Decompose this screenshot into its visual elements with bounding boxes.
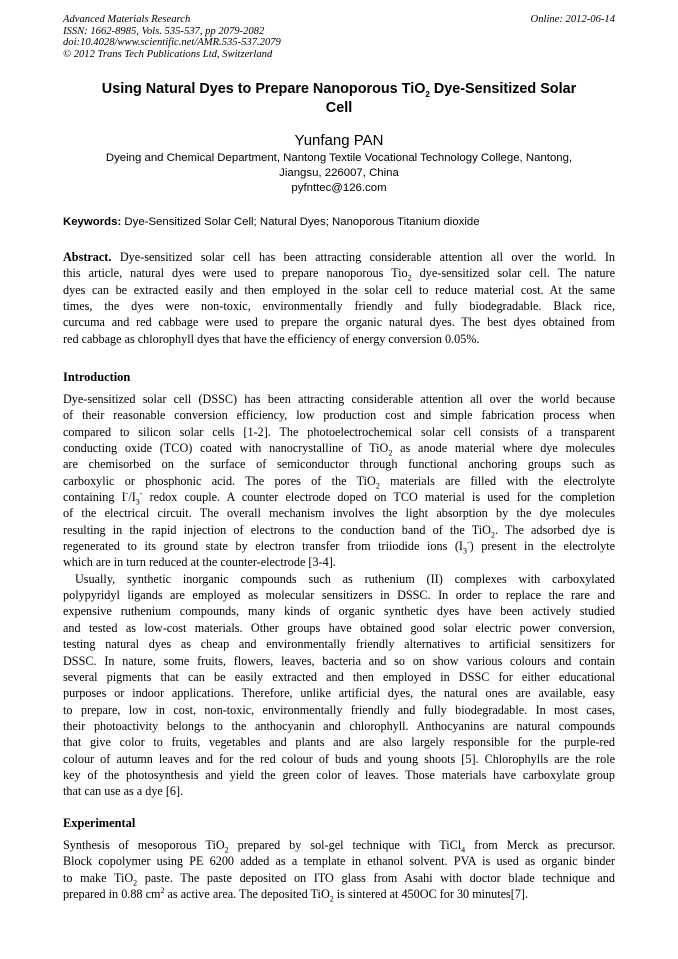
- online-date: Online: 2012-06-14: [530, 14, 615, 25]
- author-email: pyfnttec@126.com: [291, 182, 387, 194]
- author-affiliation: [63, 151, 615, 196]
- issn-line: ISSN: 1662-8985, Vols. 535-537, pp 2079-2082: [63, 25, 265, 37]
- affiliation-line-1: Dyeing and Chemical Department, Nantong Textile Vocational Technology College, Nantong,: [105, 152, 573, 164]
- title-line-1: Using Natural Dyes to Prepare Nanoporous TiO$_2$ Dye-Sensitized Solar: [101, 81, 577, 99]
- journal-name: Advanced Materials Research: [63, 14, 191, 25]
- copyright-line: © 2012 Trans Tech Publications Ltd, Switzerland: [63, 48, 273, 60]
- experimental-body: Synthesis of mesoporous TiO$_2$ prepared by sol-gel technique with TiCl$_4$ from Merck as precursor. Block copolymer using PE 6200 added as a template in ethanol solvent. PVA is used as organic binder to make TiO$_2$ paste. The paste deposited on ITO glass from Asahi with doctor blade technique and prepared in 0.88 $cm^2$ as active area. The deposited TiO$_2$ is sintered at 450OC for 30 minutes[7].: [63, 838, 615, 904]
- author-name: Yunfang PAN: [294, 132, 384, 149]
- title-line-2: Cell: [325, 100, 353, 116]
- keywords-text: Dye-Sensitized Solar Cell; Natural Dyes; Nanoporous Titanium dioxide: [121, 216, 480, 228]
- keywords-label: Keywords:: [63, 216, 122, 228]
- introduction-heading: Introduction: [63, 370, 131, 384]
- affiliation-line-2: Jiangsu, 226007, China: [279, 167, 399, 179]
- keywords: [63, 215, 615, 229]
- doi-line: doi:10.4028/www.scientific.net/AMR.535-537.2079: [63, 37, 281, 49]
- journal-header: [63, 14, 615, 60]
- introduction-body: Dye-sensitized solar cell (DSSC) has been attracting considerable attention all over the world because of their reasonable conversion efficiency, low production cost and simple fabrication process when compared to silicon solar cells [1-2]. The photoelectrochemical solar cell consists of a transparent conducting oxide (TCO) coated with nanocrystalline of TiO$_2$ as anode material where dye molecules are chemisorbed on the surface of semiconductor through functional anchoring groups such as carboxylic or phosphonic acid. The pores of the TiO$_2$ materials are filled with the electrolyte containing $I^-/I_3^-$ redox couple. A counter electrode doped on TCO material is used for the completion of the electrical circuit. The overall mechanism involves the light absorption by the dye molecules resulting in the rapid injection of electrons to the conduction band of the TiO$_2$. The adsorbed dye is regenerated to its ground state by electron transfer from triiodide ions $(I_3^-)$ present in the electrolyte which are in turn reduced at the counter-electrode [3-4]. Usually, synthetic inorganic compounds such as ruthenium (II) complexes with carboxylated polypyridyl ligands are employed as molecular sensitizers in DSSC. In order to replace the rare and expensive ruthenium compounds, many kinds of organic synthetic dyes have been actively studied and tested as low-cost materials. Other groups have obtained good solar electric power conversion, testing natural dyes as cheap and environmentally friendly alternatives to artificial sensitizers for DSSC. In nature, some fruits, flowers, leaves, bacteria and so on show various colours and contain several pigments that can be easily extracted and then employed in DSSC for either educational purposes or indoor applications. Therefore, unlike artificial dyes, the natural ones are available, easy to prepare, low in cost, non-toxic, environmentally friendly and fully biodegradable. In most cases, their photoactivity belongs to the anthocyanin and chlorophyll. Anthocyanins are natural compounds that give color to fruits, vegetables and plants and are also largely responsible for the purple-red colour of autumn leaves and for the red colour of buds and young shoots [5]. Chlorophylls are the role key of the photosynthesis and yield the green color of leaves. Those materials have carboxylate group that can use as a dye [6].: [63, 392, 616, 799]
- paper-title: [63, 80, 615, 118]
- abstract-label: Abstract.: [63, 250, 112, 264]
- abstract: Abstract. Dye-sensitized solar cell has been attracting considerable attention all over the world. In this article, natural dyes were used to prepare nanoporous Tio$_2$ dye-sensitized solar cell. The nature dyes can be extracted easily and then employed in the solar cell to reduce material cost. At the same times, the dyes were non-toxic, environmentally friendly and fully biodegradable. Black rice, curcuma and red cabbage were used to prepare the organic natural dyes. The best dyes obtained from red cabbage as chlorophyll dyes that have the efficiency of energy conversion 0.05%.: [63, 250, 615, 346]
- experimental-heading: Experimental: [63, 816, 136, 830]
